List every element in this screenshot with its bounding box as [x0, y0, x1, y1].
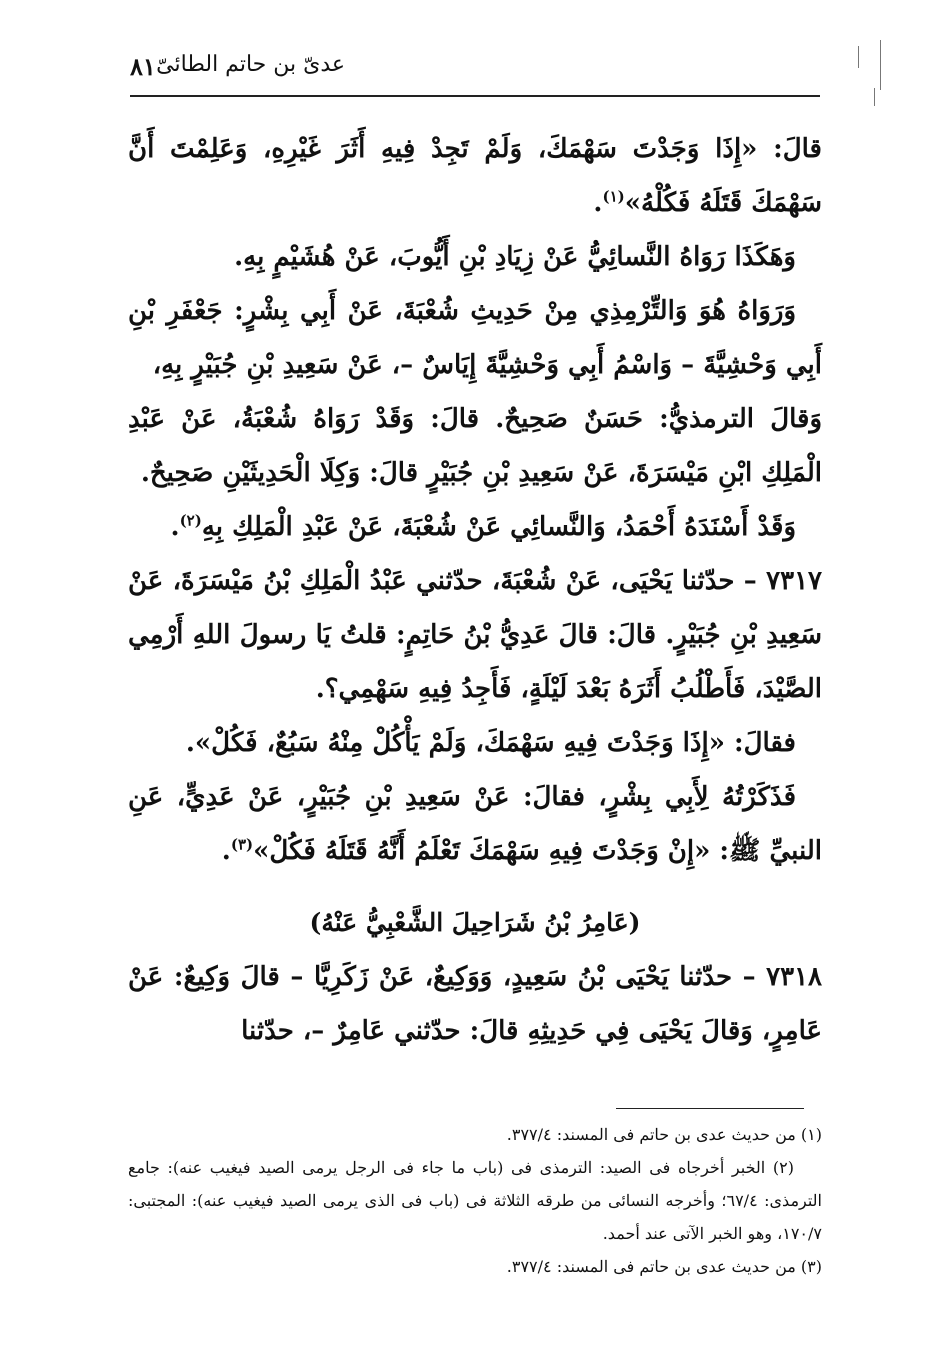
paragraph: فقالَ: «إِذَا وَجَدْتَ فِيهِ سَهْمَكَ، وَلَمْ يَأْكُلْ مِنْهُ سَبُعٌ، فَكُلْ».	[185, 728, 796, 758]
main-text	[128, 122, 822, 1058]
running-header	[130, 52, 820, 96]
paragraph	[128, 500, 822, 554]
footnote-1: (١) من حديث عدى بن حاتم فى المسند: ٣٧٧/٤.	[506, 1125, 822, 1144]
punctuation: .	[221, 836, 231, 866]
footnote-ref: (٣)	[230, 835, 254, 854]
punctuation: .	[593, 188, 603, 218]
margin-scan-marks	[852, 40, 892, 110]
paragraph: وَقالَ الترمذيُّ: حَسَنٌ صَحِيحٌ. قالَ: وَقَدْ رَوَاهُ شُعْبَةُ، عَنْ عَبْدِ الْمَلِكِ ابْنِ مَيْسَرَةَ، عَنْ سَعِيدِ بْنِ جُبَيْرٍ قالَ: وَكِلَا الْحَدِيثَيْنِ صَحِيحٌ.	[128, 404, 822, 488]
header-rule	[130, 95, 820, 97]
footnote-rule	[616, 1108, 804, 1109]
footnote-3: (٣) من حديث عدى بن حاتم فى المسند: ٣٧٧/٤.	[506, 1257, 822, 1276]
paragraph: وَهَكَذَا رَوَاهُ النَّسائِيُّ عَنْ زِيَادِ بْنِ أَيُّوبَ، عَنْ هُشَيْمٍ بِهِ.	[234, 242, 796, 272]
footnote-2: (٢) الخبر أخرجاه فى الصيد: الترمذى فى (باب ما جاء فى الرجل يرمى الصيد فيغيب عنه): جامع الترمذى: ٦٧/٤؛ وأخرجه النسائى من طرقه الثلاثة فى (باب فى الذى يرمى الصيد فيغيب عنه): المجتبى: ١٧٠/٧، وهو الخبر الآتى عند أحمد.	[128, 1158, 822, 1243]
footnote-ref: (٢)	[179, 511, 202, 530]
page-number: ٨١	[130, 52, 156, 81]
footnotes	[128, 1118, 822, 1283]
punctuation: .	[170, 512, 180, 542]
paragraph	[128, 770, 822, 878]
hadith-7318: ٧٣١٨ – حدّثنا يَحْيَى بْنُ سَعِيدٍ، وَوَكِيعٌ، عَنْ زَكَرِيَّا – قالَ وَكِيعٌ: عَنْ عَامِرٍ، وَقالَ يَحْيَى فِي حَدِيثِهِ قالَ: حدّثني عَامِرٌ –، حدّثنا	[128, 962, 822, 1046]
paragraph-text: فَذَكَرْتُهُ لِأَبِي بِشْرٍ، فقالَ: عَنْ سَعِيدِ بْنِ جُبَيْرٍ، عَنْ عَدِيٍّ، عَنِ النبيِّ ﷺ: «إِنْ وَجَدْتَ فِيهِ سَهْمَكَ تَعْلَمُ أَنَّهُ قَتَلَهُ فَكُلْ»	[128, 782, 822, 866]
footnote-ref: (١)	[602, 187, 625, 206]
paragraph: وَرَوَاهُ هُوَ وَالتِّرْمِذِي مِنْ حَدِيثِ شُعْبَةَ، عَنْ أَبِي بِشْرٍ: جَعْفَرِ بْنِ أَبِي وَحْشِيَّةَ – وَاسْمُ أَبِي وَحْشِيَّةَ إِيَاسٌ –، عَنْ سَعِيدِ بْنِ جُبَيْرٍ بِهِ،	[128, 296, 822, 380]
paragraph-text: وَقَدْ أَسْنَدَهُ أَحْمَدُ، وَالنَّسائِي عَنْ شُعْبَةَ، عَنْ عَبْدِ الْمَلِكِ بِهِ	[201, 512, 796, 542]
section-heading: (عَامِرُ بْنُ شَرَاحِيلَ الشَّعْبِيُّ عَنْهُ)	[309, 908, 641, 937]
paragraph	[128, 122, 822, 230]
header-title: عدىّ بن حاتم الطائىّ	[156, 52, 345, 77]
hadith-7317: ٧٣١٧ – حدّثنا يَحْيَى، عَنْ شُعْبَةَ، حدّثني عَبْدُ الْمَلِكِ بْنُ مَيْسَرَةَ، عَنْ سَعِيدِ بْنِ جُبَيْرٍ. قالَ: قالَ عَدِيُّ بْنُ حَاتِمٍ: قلتُ يَا رسولَ اللهِ أَرْمِي الصَّيْدَ، فَأَطْلُبُ أَثَرَهُ بَعْدَ لَيْلَةٍ، فَأَجِدُ فِيهِ سَهْمِي؟.	[128, 566, 822, 704]
paragraph-text: قالَ: «إِذَا وَجَدْتَ سَهْمَكَ، وَلَمْ تَجِدْ فِيهِ أَثَرَ غَيْرِهِ، وَعَلِمْتَ أَنَّ سَهْمَكَ قَتَلَهُ فَكُلْهُ»	[128, 134, 822, 218]
